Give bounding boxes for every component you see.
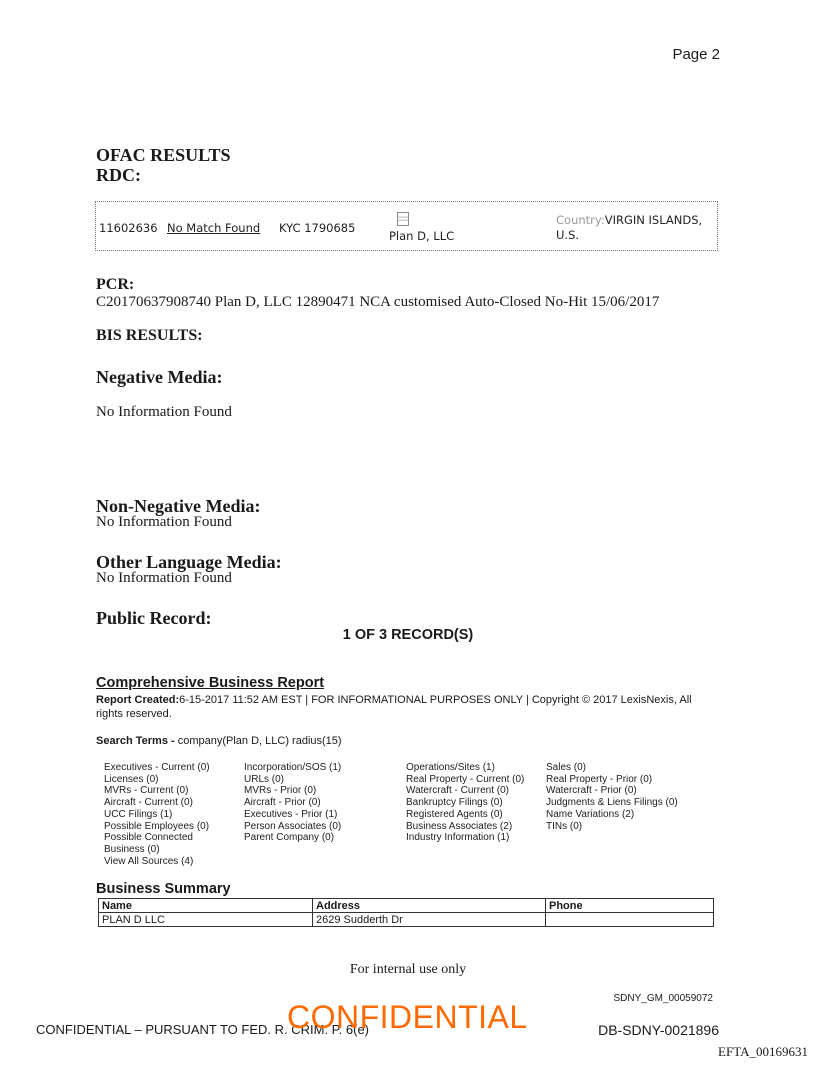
column-header-name: Name: [99, 899, 313, 913]
source-link[interactable]: Person Associates (0): [244, 820, 342, 832]
other-language-media-heading: Other Language Media:: [96, 552, 282, 572]
report-title[interactable]: Comprehensive Business Report: [96, 675, 325, 691]
table-row: [99, 913, 714, 927]
confidential-stamp: CONFIDENTIAL: [287, 999, 528, 1035]
no-match-link[interactable]: No Match Found: [167, 221, 261, 235]
country-value: VIRGIN ISLANDS,: [604, 213, 703, 227]
non-negative-media-text: No Information Found: [96, 514, 232, 530]
record-count: 1 OF 3 RECORD(S): [342, 627, 474, 643]
report-created: [96, 693, 721, 721]
pcr-heading: PCR:: [96, 276, 135, 293]
search-terms-label: Search Terms -: [96, 735, 175, 747]
source-link[interactable]: Licenses (0): [104, 773, 159, 785]
page-number: Page 2: [672, 46, 720, 63]
efta-id: EFTA_00169631: [718, 1044, 808, 1059]
cell-address: 2629 Sudderth Dr: [313, 913, 546, 927]
source-link[interactable]: Possible Employees (0): [104, 820, 210, 832]
source-link[interactable]: Sales (0): [546, 762, 587, 773]
non-negative-media-heading: Non-Negative Media:: [96, 496, 261, 516]
source-link[interactable]: Operations/Sites (1): [406, 762, 495, 773]
other-language-media-text: No Information Found: [96, 570, 232, 586]
source-link[interactable]: Watercraft - Prior (0): [546, 785, 637, 797]
rdc-id: 11602636: [99, 221, 158, 235]
rdc-result-row: [95, 201, 718, 251]
source-link[interactable]: Real Property - Prior (0): [546, 773, 653, 785]
sources-column-3: [406, 762, 524, 844]
source-link[interactable]: Business Associates (2): [406, 820, 513, 832]
source-link[interactable]: Watercraft - Current (0): [406, 785, 509, 797]
sources-column-2: [244, 762, 341, 844]
cell-phone: [546, 913, 714, 927]
source-link[interactable]: Incorporation/SOS (1): [244, 762, 342, 773]
country-field: [556, 213, 702, 227]
kyc-number: KYC 1790685: [279, 221, 356, 235]
search-terms-text: company(Plan D, LLC) radius(15): [174, 735, 342, 747]
business-summary-heading: Business Summary: [96, 881, 231, 897]
source-link[interactable]: Judgments & Liens Filings (0): [546, 797, 678, 809]
country-label: Country:: [556, 213, 605, 227]
source-link[interactable]: MVRs - Current (0): [104, 785, 189, 797]
report-created-label: Report Created:: [96, 694, 180, 706]
search-terms: [96, 735, 342, 747]
source-link[interactable]: Bankruptcy Filings (0): [406, 797, 503, 809]
source-link[interactable]: Parent Company (0): [244, 832, 335, 844]
column-header-address: Address: [313, 899, 546, 913]
ofac-results-heading: OFAC RESULTS: [96, 145, 231, 165]
report-created-text: 6-15-2017 11:52 AM EST | FOR INFORMATIONAL PURPOSES ONLY | Copyright © 2017 LexisNexis, All rights reserved.: [96, 694, 692, 720]
source-link[interactable]: Executives - Prior (1): [244, 808, 338, 820]
view-all-sources-link[interactable]: View All Sources (4): [104, 855, 194, 867]
source-link[interactable]: URLs (0): [244, 773, 285, 785]
source-link[interactable]: Name Variations (2): [546, 808, 635, 820]
source-link[interactable]: Aircraft - Prior (0): [244, 797, 321, 809]
table-header-row: [99, 899, 714, 913]
negative-media-text: No Information Found: [96, 404, 232, 420]
source-link[interactable]: Executives - Current (0): [104, 762, 210, 773]
negative-media-heading: Negative Media:: [96, 367, 223, 387]
source-link[interactable]: UCC Filings (1): [104, 808, 173, 820]
rdc-entity-name: Plan D, LLC: [389, 229, 455, 243]
sources-column-4: [546, 762, 678, 832]
confidential-notice: CONFIDENTIAL – PURSUANT TO FED. R. CRIM. P. 6(e): [36, 1022, 370, 1037]
sdny-bates-id: SDNY_GM_00059072: [613, 993, 713, 1004]
cell-name: PLAN D LLC: [99, 913, 313, 927]
source-link[interactable]: Real Property - Current (0): [406, 773, 525, 785]
source-link[interactable]: MVRs - Prior (0): [244, 785, 317, 797]
bis-results-heading: BIS RESULTS:: [96, 327, 203, 344]
source-link[interactable]: Registered Agents (0): [406, 808, 503, 820]
source-link[interactable]: Business (0): [104, 843, 160, 855]
document-icon[interactable]: [397, 212, 409, 226]
column-header-phone: Phone: [546, 899, 714, 913]
source-link[interactable]: Possible Connected: [104, 832, 193, 844]
business-summary-table: [98, 898, 714, 927]
pcr-text: C20170637908740 Plan D, LLC 12890471 NCA customised Auto-Closed No-Hit 15/06/2017: [96, 294, 660, 310]
public-record-heading: Public Record:: [96, 608, 212, 628]
country-value-cont: U.S.: [556, 228, 580, 242]
db-bates-id: DB-SDNY-0021896: [598, 1022, 719, 1038]
internal-use-note: For internal use only: [349, 962, 467, 977]
rdc-heading: RDC:: [96, 165, 141, 185]
source-link[interactable]: Aircraft - Current (0): [104, 797, 193, 809]
sources-column-1: [104, 762, 210, 867]
source-link[interactable]: Industry Information (1): [406, 832, 510, 844]
source-link[interactable]: TINs (0): [546, 820, 583, 832]
